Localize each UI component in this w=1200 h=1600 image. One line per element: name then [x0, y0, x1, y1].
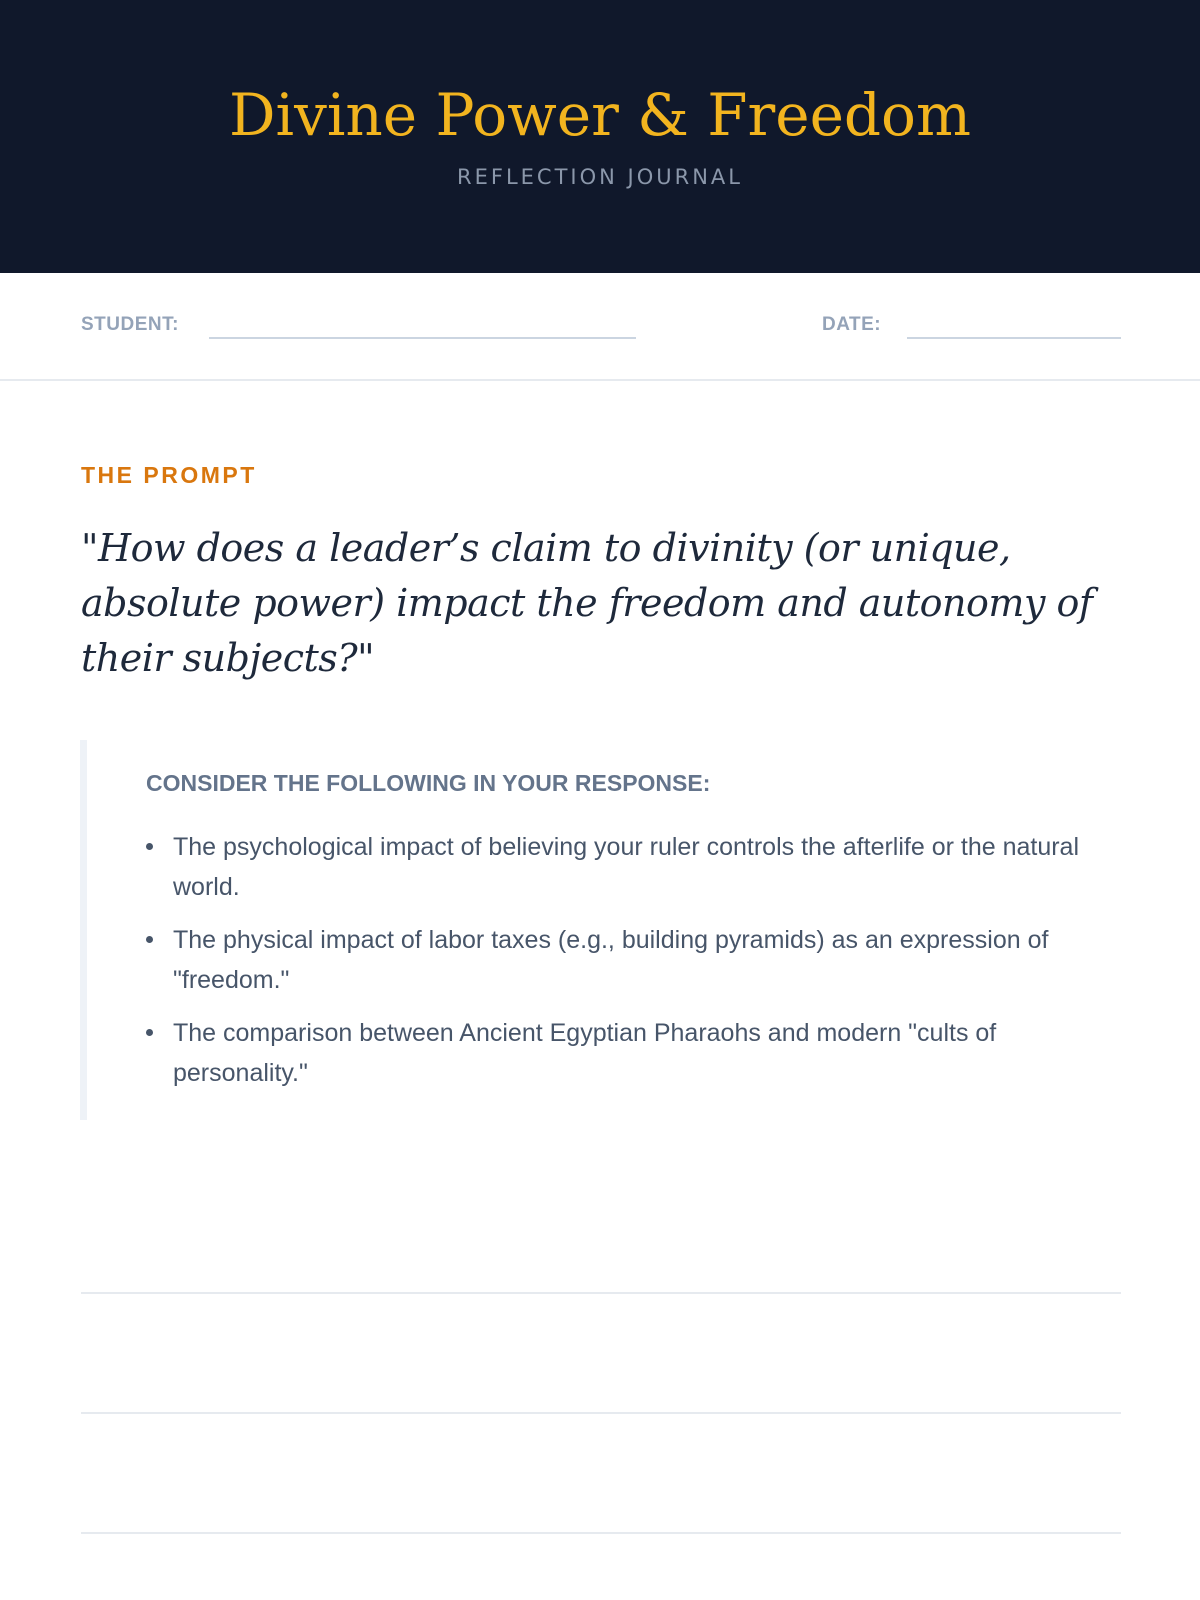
list-item: [146, 827, 1126, 907]
prompt-section-label: THE PROMPT: [81, 462, 257, 488]
bullet-icon: [146, 1029, 153, 1036]
response-line[interactable]: [81, 1412, 1121, 1414]
consider-box: [80, 740, 1120, 1120]
page-header: [0, 0, 1200, 273]
bullet-icon: [146, 843, 153, 850]
consider-list: [146, 827, 1126, 1106]
date-field[interactable]: [907, 337, 1121, 339]
page-subtitle: REFLECTION JOURNAL: [457, 165, 743, 189]
list-item: [146, 1013, 1126, 1093]
consider-title: CONSIDER THE FOLLOWING IN YOUR RESPONSE:: [146, 770, 711, 796]
response-line[interactable]: [81, 1532, 1121, 1534]
list-item: [146, 920, 1126, 1000]
student-name-field[interactable]: [209, 337, 636, 339]
list-item-text: The physical impact of labor taxes (e.g., building pyramids) as an expression of "freedom.": [173, 926, 1049, 994]
list-item-text: The comparison between Ancient Egyptian Pharaohs and modern "cults of personality.": [173, 1019, 997, 1087]
prompt-question: "How does a leader’s claim to divinity (or unique, absolute power) impact the freedom and autonomy of their subjects?": [81, 526, 1093, 680]
date-label: DATE:: [822, 314, 882, 335]
response-line[interactable]: [81, 1292, 1121, 1294]
list-item-text: The psychological impact of believing your ruler controls the afterlife or the natural world.: [173, 833, 1080, 901]
student-label: STUDENT:: [81, 314, 179, 335]
page-title: Divine Power & Freedom: [229, 81, 971, 149]
student-info-bar: [0, 273, 1200, 381]
bullet-icon: [146, 936, 153, 943]
